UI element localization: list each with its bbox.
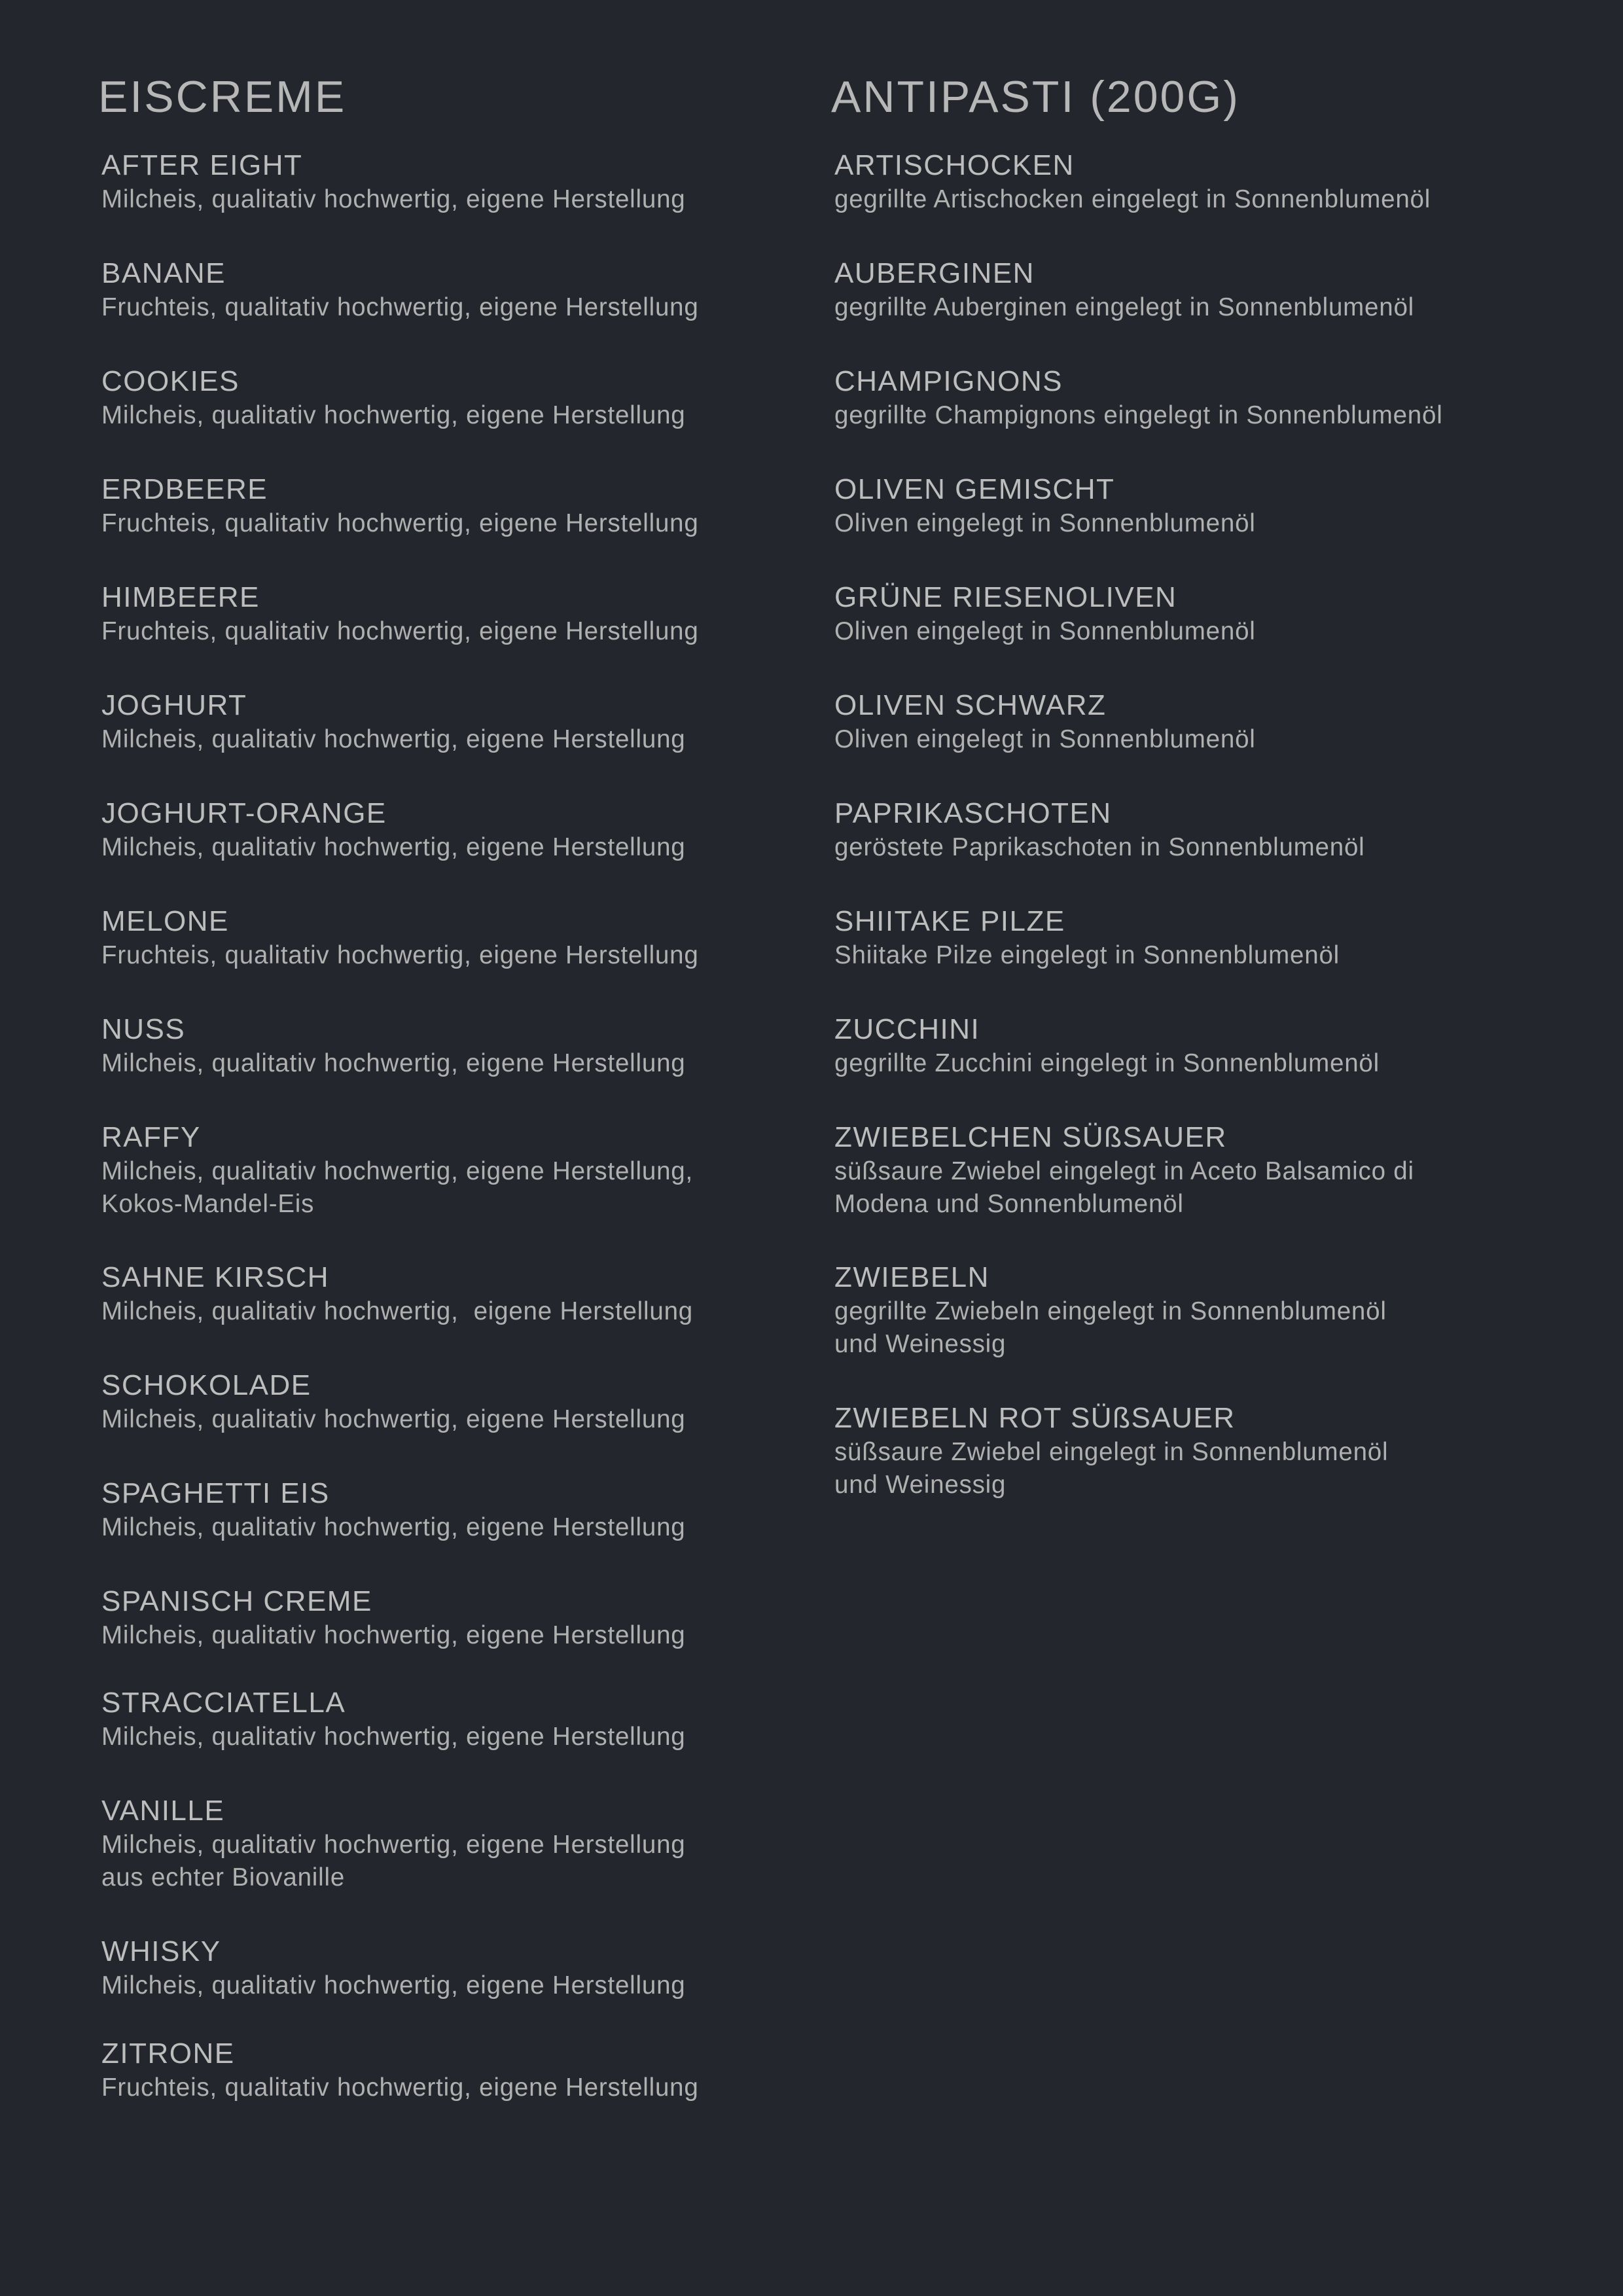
- item-name: ERDBEERE: [101, 473, 268, 505]
- eiscreme-heading: EISCREME: [98, 72, 347, 122]
- menu-item-auberginen: [834, 256, 1414, 324]
- item-name: OLIVEN GEMISCHT: [834, 473, 1115, 505]
- item-name: ZUCCHINI: [834, 1013, 980, 1045]
- item-name: AFTER EIGHT: [101, 149, 303, 181]
- item-description: Milcheis, qualitativ hochwertig, eigene Herstellung: [101, 1049, 686, 1077]
- item-description: Milcheis, qualitativ hochwertig, eigene Herstellung: [101, 1971, 686, 2000]
- item-description: Milcheis, qualitativ hochwertig, eigene Herstellung: [101, 185, 686, 213]
- item-description: Milcheis, qualitativ hochwertig, eigene Herstellung: [101, 1405, 686, 1433]
- item-description: Milcheis, qualitativ hochwertig, eigene Herstellung,: [101, 1157, 694, 1185]
- item-name: RAFFY: [101, 1121, 201, 1153]
- item-name: SAHNE KIRSCH: [101, 1261, 330, 1293]
- menu-item-artischocken: [834, 148, 1431, 216]
- item-name: VANILLE: [101, 1795, 225, 1827]
- menu-item-gruene-riesenoliven: [834, 580, 1256, 648]
- item-description: und Weinessig: [834, 1471, 1007, 1499]
- menu-item-zwiebelchen-suesssauer: [834, 1120, 1414, 1221]
- item-name: STRACCIATELLA: [101, 1687, 346, 1719]
- menu-item-zucchini: [834, 1012, 1380, 1080]
- item-description: gegrillte Zucchini eingelegt in Sonnenblumenöl: [834, 1049, 1380, 1077]
- item-description: Oliven eingelegt in Sonnenblumenöl: [834, 509, 1256, 537]
- menu-item-zwiebeln: [834, 1260, 1387, 1361]
- item-description: Fruchteis, qualitativ hochwertig, eigene Herstellung: [101, 2073, 699, 2102]
- menu-item-spanisch-creme: [101, 1584, 686, 1652]
- item-name: NUSS: [101, 1013, 186, 1045]
- item-name: ZWIEBELN: [834, 1261, 990, 1293]
- item-name: SCHOKOLADE: [101, 1369, 312, 1401]
- menu-item-zwiebeln-rot-suesssauer: [834, 1401, 1388, 1501]
- item-description: süßsaure Zwiebel eingelegt in Aceto Balsamico di: [834, 1157, 1414, 1185]
- menu-item-paprikaschoten: [834, 796, 1365, 864]
- item-description: gegrillte Auberginen eingelegt in Sonnenblumenöl: [834, 293, 1415, 321]
- item-description: Oliven eingelegt in Sonnenblumenöl: [834, 617, 1256, 645]
- menu-item-spaghetti-eis: [101, 1476, 686, 1544]
- item-name: COOKIES: [101, 365, 240, 397]
- item-name: CHAMPIGNONS: [834, 365, 1063, 397]
- item-description: aus echter Biovanille: [101, 1863, 346, 1892]
- item-description: Milcheis, qualitativ hochwertig, eigene Herstellung: [101, 1513, 686, 1541]
- menu-item-zitrone: [101, 2036, 699, 2104]
- menu-item-oliven-schwarz: [834, 688, 1256, 756]
- menu-item-banane: [101, 256, 699, 324]
- item-name: ARTISCHOCKEN: [834, 149, 1075, 181]
- item-name: WHISKY: [101, 1935, 221, 1967]
- item-description: geröstete Paprikaschoten in Sonnenblumenöl: [834, 833, 1365, 861]
- menu-item-whisky: [101, 1934, 686, 2002]
- item-name: AUBERGINEN: [834, 257, 1035, 289]
- item-name: MELONE: [101, 905, 229, 937]
- menu-item-joghurt: [101, 688, 686, 756]
- menu-item-sahne-kirsch: [101, 1260, 693, 1328]
- item-description: Modena und Sonnenblumenöl: [834, 1190, 1184, 1218]
- item-description: Milcheis, qualitativ hochwertig, eigene Herstellung: [101, 833, 686, 861]
- menu-item-himbeere: [101, 580, 699, 648]
- item-name: BANANE: [101, 257, 226, 289]
- item-name: ZWIEBELCHEN SÜßSAUER: [834, 1121, 1227, 1153]
- antipasti-heading: ANTIPASTI (200G): [831, 72, 1240, 122]
- menu-item-joghurt-orange: [101, 796, 686, 864]
- item-description: Milcheis, qualitativ hochwertig, eigene Herstellung: [101, 1621, 686, 1649]
- item-description: Shiitake Pilze eingelegt in Sonnenblumenöl: [834, 941, 1340, 969]
- item-name: ZWIEBELN ROT SÜßSAUER: [834, 1402, 1236, 1434]
- item-name: OLIVEN SCHWARZ: [834, 689, 1107, 721]
- menu-item-nuss: [101, 1012, 686, 1080]
- menu-item-raffy: [101, 1120, 693, 1221]
- item-name: JOGHURT: [101, 689, 247, 721]
- item-name: JOGHURT-ORANGE: [101, 797, 387, 829]
- item-description: gegrillte Zwiebeln eingelegt in Sonnenblumenöl: [834, 1297, 1387, 1325]
- item-description: Oliven eingelegt in Sonnenblumenöl: [834, 725, 1256, 753]
- item-description: Fruchteis, qualitativ hochwertig, eigene Herstellung: [101, 617, 699, 645]
- item-description: Milcheis, qualitativ hochwertig, eigene Herstellung: [101, 725, 686, 753]
- item-name: SHIITAKE PILZE: [834, 905, 1065, 937]
- menu-item-vanille: [101, 1793, 686, 1894]
- menu-item-melone: [101, 904, 699, 972]
- item-name: SPANISCH CREME: [101, 1585, 372, 1617]
- item-name: GRÜNE RIESENOLIVEN: [834, 581, 1177, 613]
- item-description: Kokos-Mandel-Eis: [101, 1190, 315, 1218]
- item-name: HIMBEERE: [101, 581, 260, 613]
- item-description: Milcheis, qualitativ hochwertig, eigene Herstellung: [101, 1723, 686, 1751]
- item-description: süßsaure Zwiebel eingelegt in Sonnenblumenöl: [834, 1438, 1389, 1466]
- item-name: ZITRONE: [101, 2037, 235, 2070]
- item-description: Milcheis, qualitativ hochwertig, eigene Herstellung: [101, 401, 686, 429]
- item-name: PAPRIKASCHOTEN: [834, 797, 1112, 829]
- item-description: Fruchteis, qualitativ hochwertig, eigene Herstellung: [101, 293, 699, 321]
- item-description: Milcheis, qualitativ hochwertig, eigene Herstellung: [101, 1297, 694, 1325]
- item-description: Fruchteis, qualitativ hochwertig, eigene Herstellung: [101, 509, 699, 537]
- menu-item-oliven-gemischt: [834, 472, 1256, 540]
- menu-item-schokolade: [101, 1368, 686, 1436]
- item-name: SPAGHETTI EIS: [101, 1477, 330, 1509]
- item-description: und Weinessig: [834, 1330, 1007, 1358]
- menu-item-shiitake-pilze: [834, 904, 1340, 972]
- item-description: gegrillte Champignons eingelegt in Sonnenblumenöl: [834, 401, 1443, 429]
- menu-item-cookies: [101, 364, 686, 432]
- menu-item-stracciatella: [101, 1685, 686, 1753]
- menu-item-erdbeere: [101, 472, 699, 540]
- menu-item-after-eight: [101, 148, 686, 216]
- item-description: gegrillte Artischocken eingelegt in Sonnenblumenöl: [834, 185, 1431, 213]
- menu-item-champignons: [834, 364, 1443, 432]
- item-description: Milcheis, qualitativ hochwertig, eigene Herstellung: [101, 1831, 686, 1859]
- item-description: Fruchteis, qualitativ hochwertig, eigene Herstellung: [101, 941, 699, 969]
